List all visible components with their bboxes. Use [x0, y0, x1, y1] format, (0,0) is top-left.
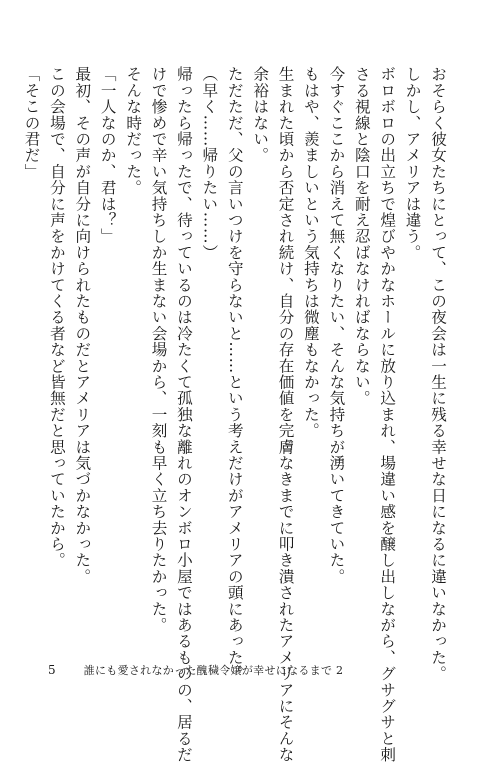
text-line: さる視線と陰口を耐え忍ばなければならない。	[352, 66, 371, 407]
text-line: この会場で、自分に声をかけてくる者など皆無だと思っていたから。	[47, 66, 66, 569]
text-line: 生まれた頃から否定され続け、自分の存在価値を完膚なきまでに叩き潰されたアメリアにそんな	[276, 66, 295, 763]
page-footer	[48, 662, 343, 678]
book-title: 誰にも愛されなかった醜穢令嬢が幸せになるまで 2	[83, 664, 344, 677]
text-line: けで惨めで辛い気持ちしか生まない会場から、一刻も早く立ち去りたかった。	[149, 66, 168, 633]
text-line: おそらく彼女たちにとって、この夜会は一生に残る幸せな日になるに違いなかった。	[429, 66, 447, 682]
text-line: 「そこの君だ」	[22, 66, 41, 180]
text-line: （早く……帰りたい……）	[200, 66, 219, 261]
text-line: ただただ、父の言いつけを守らないと……という考えだけがアメリアの頭にあった。	[225, 66, 244, 682]
text-line: もはや、羨ましいという気持ちは微塵もなかった。	[301, 66, 320, 439]
text-line: 帰ったら帰ったで、待っているのは冷たくて孤独な離れのオンボロ小屋ではあるものの、居るだ	[174, 66, 193, 763]
text-line: 「一人なのか、君は？」	[98, 66, 117, 245]
text-line: 今すぐここから消えて無くなりたい、そんな気持ちが湧いてきていた。	[327, 66, 346, 585]
text-line: ボロボロの出立ちで煌びやかなホールに放り込まれ、場違い感を醸し出しながら、グサグサと刺	[378, 66, 397, 763]
text-line: 余裕はない。	[251, 66, 270, 164]
page-number: 5	[48, 663, 56, 677]
text-line: 最初、その声が自分に向けられたものだとアメリアは気づかなかった。	[73, 66, 92, 585]
text-line: そんな時だった。	[124, 66, 143, 196]
text-line: しかし、アメリアは違う。	[403, 66, 422, 261]
